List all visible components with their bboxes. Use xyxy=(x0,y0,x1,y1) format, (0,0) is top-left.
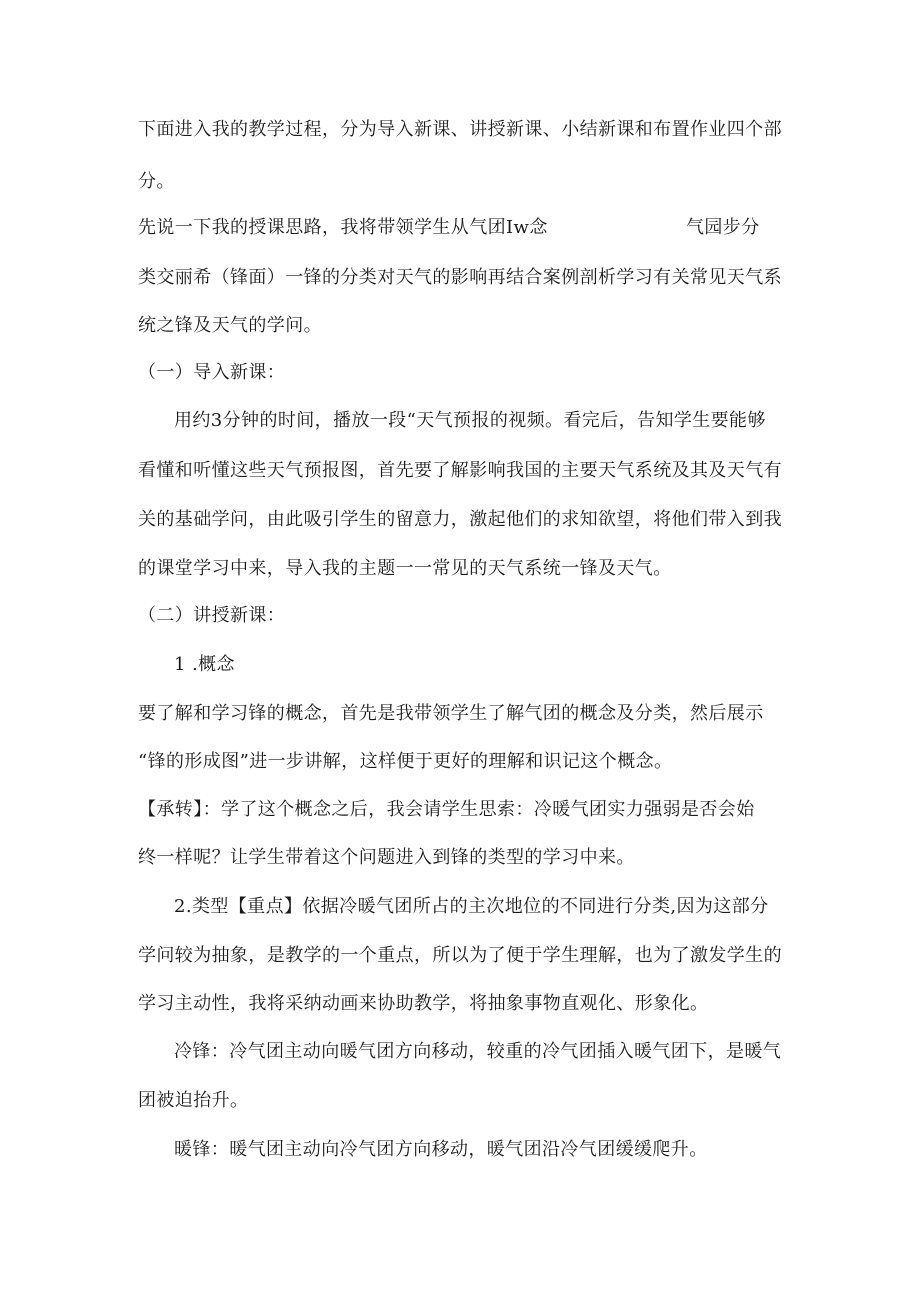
approach-line-3: 统之锋及天气的学问。 xyxy=(138,315,322,336)
intro-line-2: 分。 xyxy=(138,171,175,192)
intro-line-1: 下面进入我的教学过程，分为导入新课、讲授新课、小结新课和布置作业四个部 xyxy=(138,119,782,140)
type-line-2: 学问较为抽象，是教学的一个重点，所以为了便于学生理解，也为了激发学生的 xyxy=(138,945,782,966)
transition-line-1: 【承转】：学了这个概念之后，我会请学生思索：冷暖气团实力强弱是否会始 xyxy=(138,799,755,820)
warm-front-line-1: 暖锋：暖气团主动向冷气团方向移动，暖气团沿冷气团缓缓爬升。 xyxy=(174,1139,708,1160)
section-1-paragraph-line-2: 看懂和听懂这些天气预报图，首先要了解影响我国的主要天气系统及其及天气有 xyxy=(138,460,782,481)
section-1-paragraph-line-3: 关的基础学问，由此吸引学生的留意力，激起他们的求知欲望，将他们带入到我 xyxy=(138,509,782,530)
concept-line-2: “锋的形成图”进一步讲解，这样便于更好的理解和识记这个概念。 xyxy=(138,751,673,772)
section-2-heading: （二）讲授新课： xyxy=(138,605,286,626)
type-line-1: 2.类型【重点】依据冷暖气团所占的主次地位的不同进行分类,因为这部分 xyxy=(174,896,769,917)
approach-line-2: 类交丽希（锋面）一锋的分类对天气的影响再结合案例剖析学习有关常见天气系 xyxy=(138,267,782,288)
approach-line-1-left: 先说一下我的授课思路，我将带领学生从气团Iw念 xyxy=(138,217,548,238)
section-1-paragraph-line-1: 用约3分钟的时间，播放一段“天气预报的视频。看完后，告知学生要能够 xyxy=(174,410,766,431)
cold-front-line-1: 冷锋：冷气团主动向暖气团方向移动，较重的冷气团插入暖气团下，是暖气 xyxy=(174,1041,782,1062)
approach-line-1-right: 气园步分 xyxy=(686,217,760,238)
cold-front-line-2: 团被迫抬升。 xyxy=(138,1090,249,1111)
section-1-paragraph-line-4: 的课堂学习中来，导入我的主题一一常见的天气系统一锋及天气。 xyxy=(138,558,672,579)
transition-line-2: 终一样呢？让学生带着这个问题进入到锋的类型的学习中来。 xyxy=(138,847,635,868)
type-line-3: 学习主动性，我将采纳动画来协助教学，将抽象事物直观化、形象化。 xyxy=(138,993,709,1014)
concept-line-1: 要了解和学习锋的概念，首先是我带领学生了解气团的概念及分类，然后展示 xyxy=(138,703,764,724)
concept-title: 1 .概念 xyxy=(174,654,235,675)
section-1-heading: （一）导入新课： xyxy=(138,362,286,383)
